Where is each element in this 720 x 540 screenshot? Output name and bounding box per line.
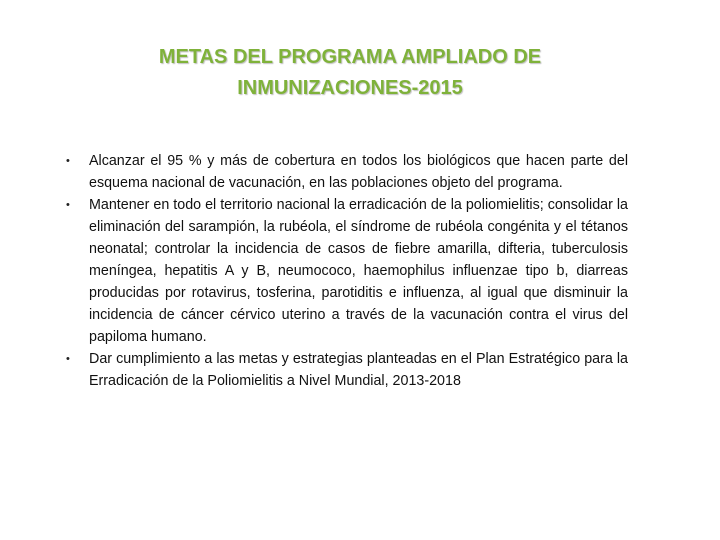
goals-list (62, 150, 628, 392)
bullet-icon: • (66, 353, 70, 365)
list-item (62, 150, 628, 194)
list-item-text: Dar cumplimiento a las metas y estrategias planteadas en el Plan Estratégico para la Erradicación de la Poliomielitis a Nivel Mundial, 2013-2018 (89, 351, 628, 389)
list-item-text: Alcanzar el 95 % y más de cobertura en todos los biológicos que hacen parte del esquema nacional de vacunación, en las poblaciones objeto del programa. (89, 153, 628, 191)
list-item (62, 348, 628, 392)
title-line-2: INMUNIZACIONES-2015 (237, 77, 463, 99)
slide-title (140, 42, 560, 104)
list-item-text: Mantener en todo el territorio nacional la erradicación de la poliomielitis; consolidar la eliminación del sarampión, la rubéola, el síndrome de rubéola congénita y el tétanos neonatal; controlar la incidencia de casos de fiebre amarilla, difteria, tuberculosis meníngea, hepatitis A y B, neumococo, haemophilus influenzae tipo b, diarreas producidas por rotavirus, tosferina, parotiditis e influenza, al igual que disminuir la incidencia de cáncer cérvico uterino a través de la vacunación contra el virus del papiloma humano. (89, 197, 628, 345)
bullet-icon: • (66, 155, 70, 167)
title-line-1: METAS DEL PROGRAMA AMPLIADO DE (158, 46, 542, 68)
bullet-icon: • (66, 199, 70, 211)
list-item (62, 194, 628, 348)
